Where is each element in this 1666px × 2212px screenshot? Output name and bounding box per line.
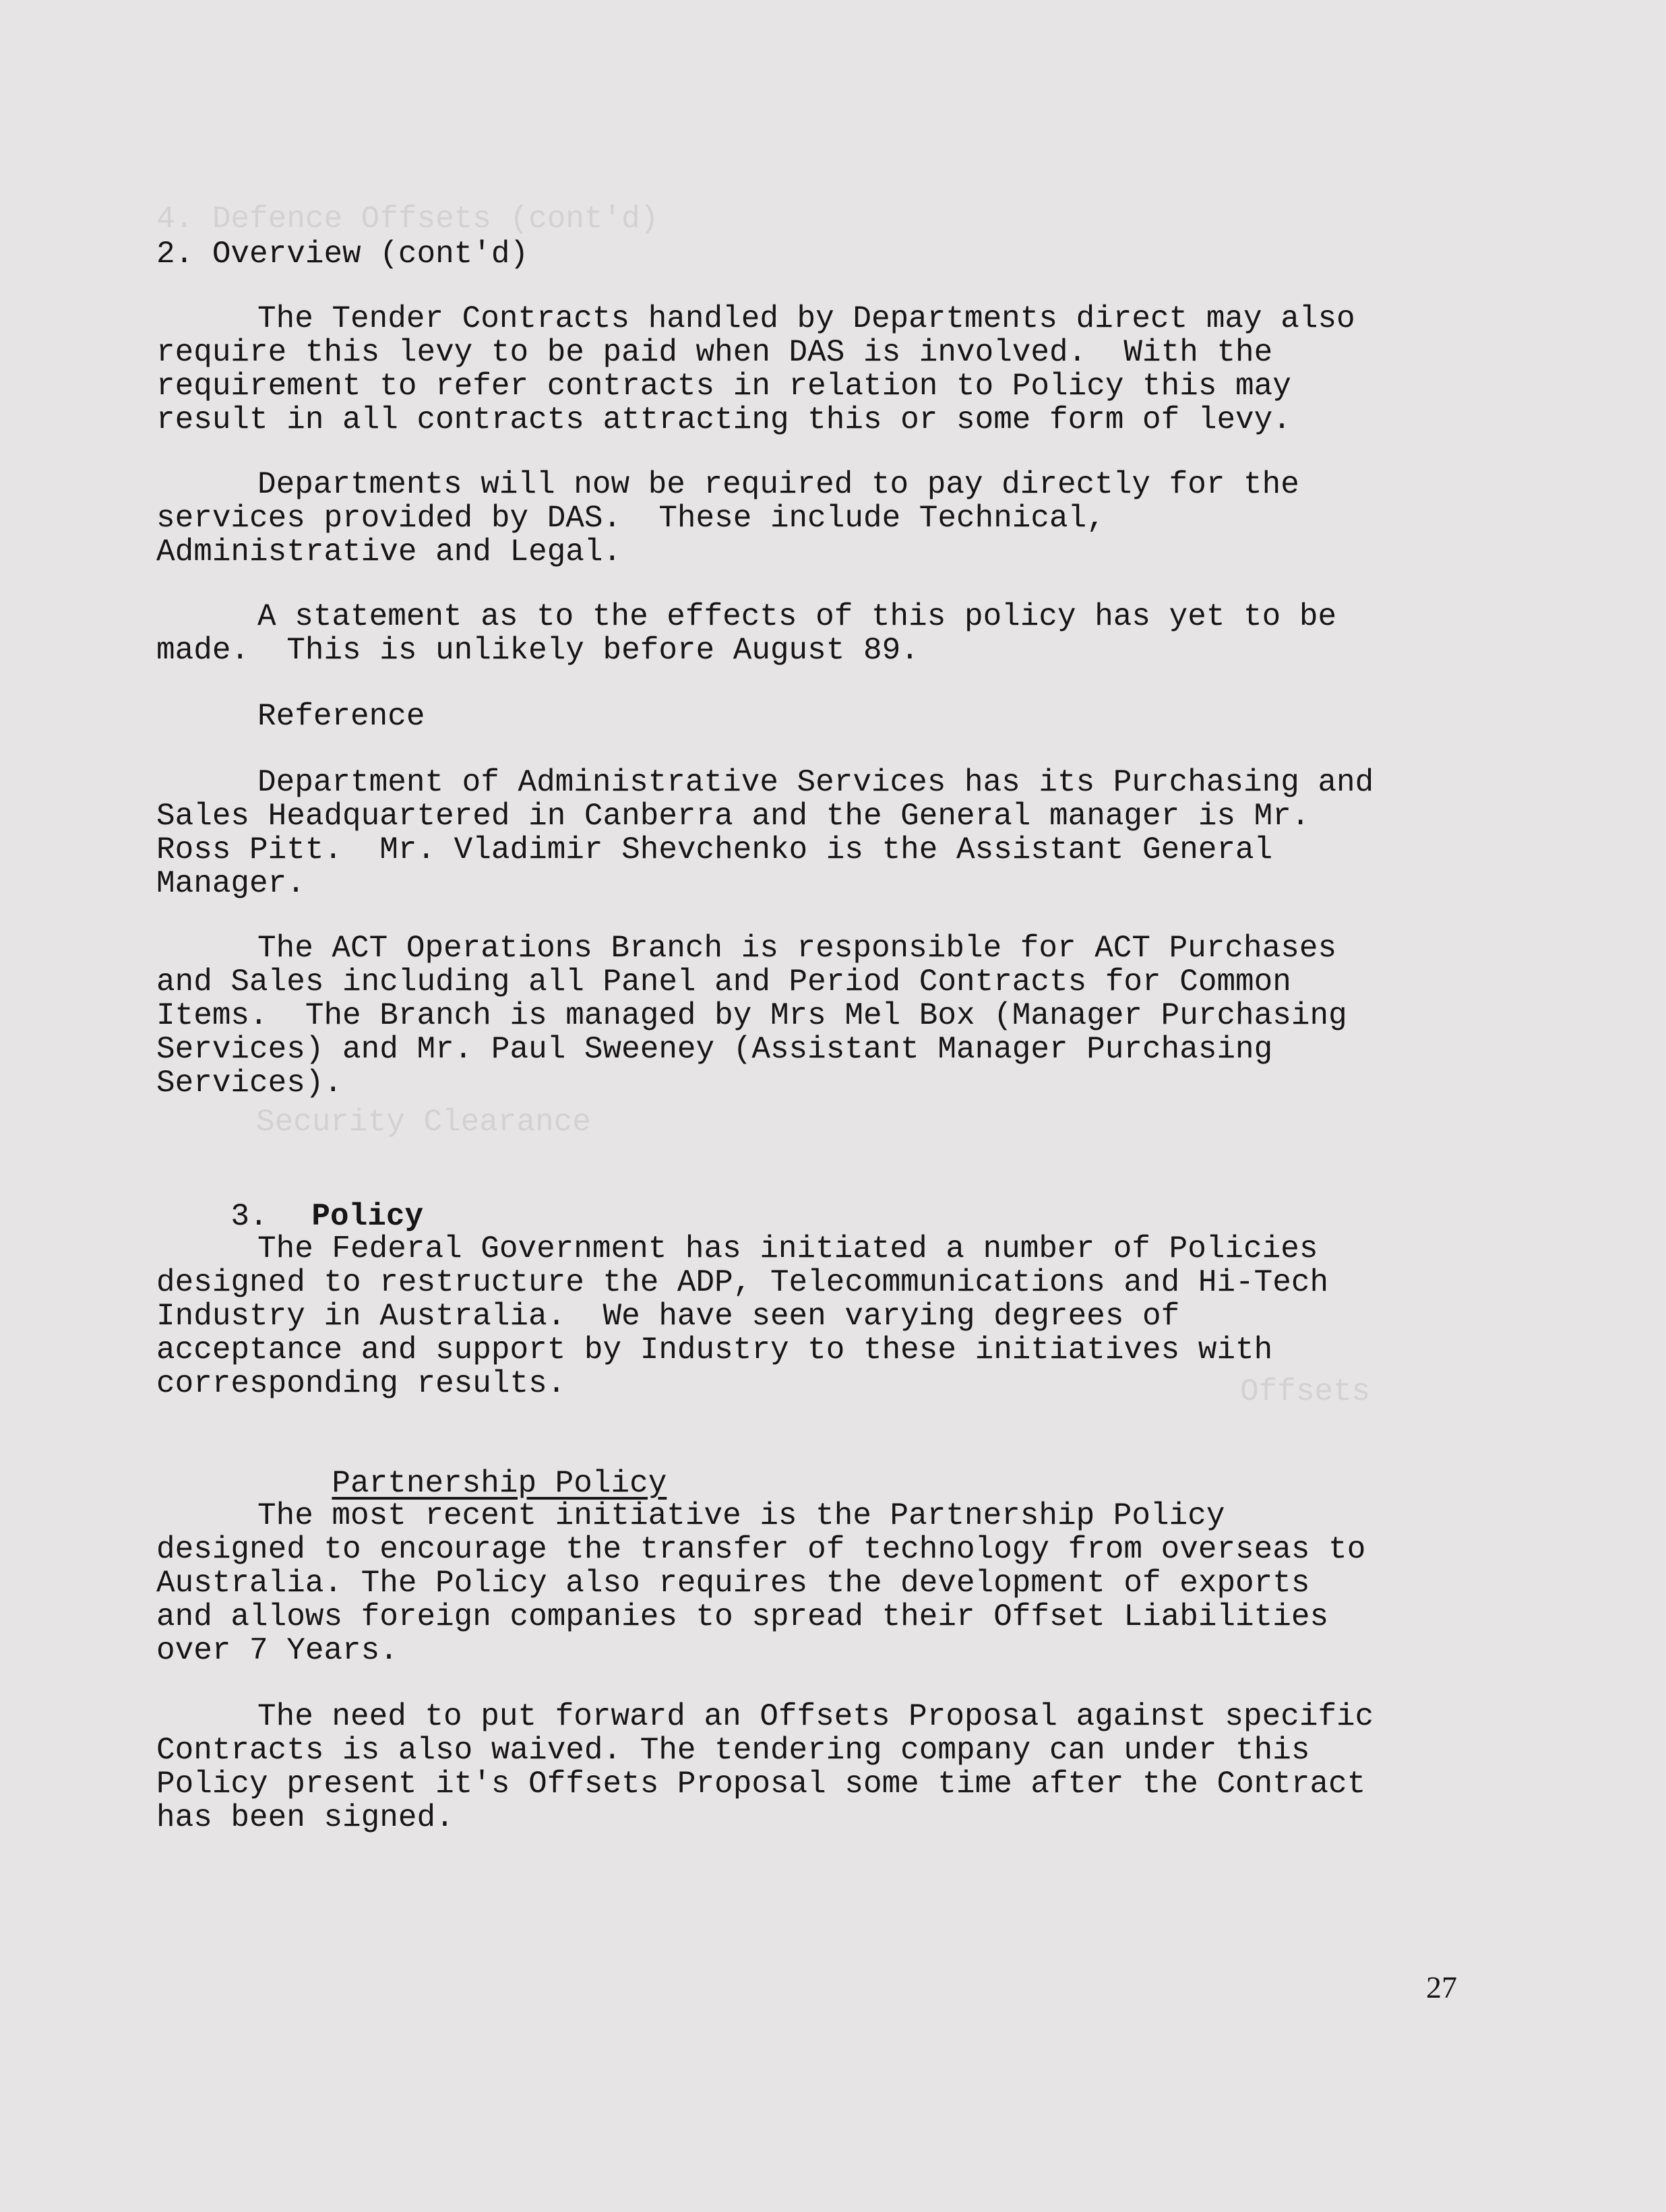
paragraph-line: result in all contracts attracting this or some form of levy. [156,402,1291,437]
reference-heading: Reference [257,699,425,734]
subheading-text: Partnership Policy [332,1466,667,1501]
paragraph-line: The Federal Government has initiated a number of Policies [257,1231,1318,1266]
paragraph-line: require this levy to be paid when DAS is involved. With the [156,335,1273,370]
paragraph-line: has been signed. [156,1800,454,1835]
paragraph-line: Manager. [156,866,305,901]
paragraph-line: Items. The Branch is managed by Mrs Mel Box (Manager Purchasing [156,998,1347,1033]
page-number: 27 [1426,1970,1457,2004]
section-3-number: 3. [230,1199,268,1234]
paragraph-line: acceptance and support by Industry to these initiatives with [156,1332,1273,1368]
paragraph-line: over 7 Years. [156,1633,398,1668]
paragraph-line: Contracts is also waived. The tendering company can under this [156,1733,1310,1768]
paragraph-line: and allows foreign companies to spread their Offset Liabilities [156,1599,1329,1634]
paragraph-line: The Tender Contracts handled by Departments direct may also [257,301,1355,336]
paragraph-line: The ACT Operations Branch is responsible for ACT Purchases [257,931,1337,966]
paragraph-line: Departments will now be required to pay directly for the [257,467,1299,502]
paragraph-line: designed to encourage the transfer of technology from overseas to [156,1532,1366,1567]
paragraph-line: Administrative and Legal. [156,534,622,570]
paragraph-line: requirement to refer contracts in relation to Policy this may [156,369,1291,404]
reverse-side-bleed-through: Security Clearance [256,1105,591,1140]
section-3-title: Policy [311,1199,424,1234]
paragraph-line: made. This is unlikely before August 89. [156,633,919,668]
paragraph-line: Department of Administrative Services has its Purchasing and [257,765,1374,800]
section-2-heading: 2. Overview (cont'd) [156,237,529,272]
paragraph-line: Sales Headquartered in Canberra and the General manager is Mr. [156,799,1310,834]
paragraph-line: Ross Pitt. Mr. Vladimir Shevchenko is the Assistant General [156,832,1273,867]
paragraph-line: Services) and Mr. Paul Sweeney (Assistant Manager Purchasing [156,1032,1273,1067]
paragraph-line: Policy present it's Offsets Proposal some time after the Contract [156,1766,1366,1802]
reverse-side-bleed-through: Offsets [1240,1374,1371,1409]
paragraph-line: The most recent initiative is the Partnership Policy [257,1498,1225,1533]
paragraph-line: corresponding results. [156,1366,566,1401]
paragraph-line: services provided by DAS. These include Technical, [156,501,1105,536]
paragraph-line: designed to restructure the ADP, Telecommunications and Hi-Tech [156,1265,1329,1300]
paragraph-line: Services). [156,1066,343,1101]
paragraph-line: and Sales including all Panel and Period Contracts for Common [156,964,1291,1000]
paragraph-line: A statement as to the effects of this policy has yet to be [257,599,1337,634]
paragraph-line: Australia. The Policy also requires the development of exports [156,1566,1310,1601]
paragraph-line: The need to put forward an Offsets Proposal against specific [257,1699,1374,1734]
reverse-side-bleed-through: 4. Defence Offsets (cont'd) [156,202,659,237]
paragraph-line: Industry in Australia. We have seen varying degrees of [156,1299,1180,1334]
